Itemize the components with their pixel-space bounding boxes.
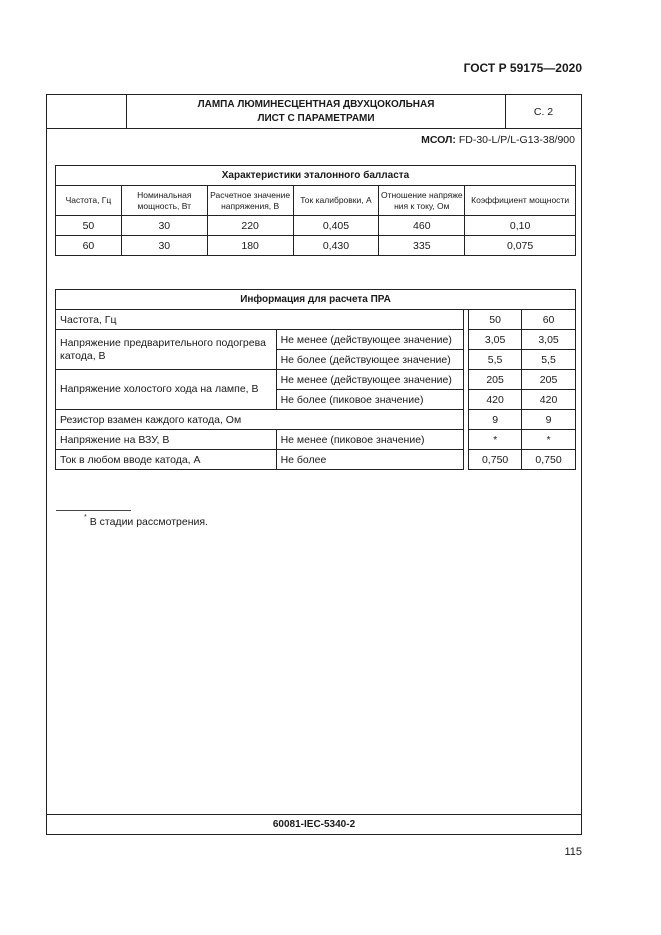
table-cell: 0,10 bbox=[465, 216, 576, 236]
table-cell: * bbox=[522, 430, 576, 450]
column-header: Коэффициент мощности bbox=[465, 186, 576, 216]
table-cell: 9 bbox=[469, 410, 522, 430]
table-cell: 5,5 bbox=[469, 350, 522, 370]
sheet-title-line2: ЛИСТ С ПАРАМЕТРАМИ bbox=[257, 113, 375, 124]
table-row bbox=[56, 330, 576, 350]
table-cell: 205 bbox=[469, 370, 522, 390]
row-sublabel: Не менее (действующее значение) bbox=[276, 370, 464, 390]
sheet-page-number: С. 2 bbox=[505, 95, 581, 129]
table-cell: 420 bbox=[469, 390, 522, 410]
table-row bbox=[56, 430, 576, 450]
table-cell: 420 bbox=[522, 390, 576, 410]
table-cell: 335 bbox=[379, 236, 465, 256]
row-label: Напряжение предварительного подогрева катода, В bbox=[56, 330, 277, 370]
row-sublabel: Не менее (действующее значение) bbox=[276, 330, 464, 350]
table-cell: 0,750 bbox=[469, 450, 522, 470]
footnote-divider bbox=[56, 510, 131, 511]
sheet-footer-code: 60081-IEC-5340-2 bbox=[47, 814, 581, 834]
footnote-mark: * bbox=[84, 514, 87, 521]
table-cell: 180 bbox=[207, 236, 293, 256]
table-cell: 460 bbox=[379, 216, 465, 236]
table-cell: 50 bbox=[56, 216, 122, 236]
table-cell: 30 bbox=[121, 236, 207, 256]
parameter-sheet-frame bbox=[46, 94, 582, 835]
table-row bbox=[56, 236, 576, 256]
table-cell: 60 bbox=[56, 236, 122, 256]
pra-table-caption: Информация для расчета ПРА bbox=[56, 290, 576, 310]
column-header: Расчетное значение напряжения, В bbox=[207, 186, 293, 216]
table-row bbox=[56, 370, 576, 390]
table-cell: 0,075 bbox=[465, 236, 576, 256]
column-header: Ток калибровки, А bbox=[293, 186, 379, 216]
sheet-title bbox=[127, 95, 505, 129]
table-cell: 3,05 bbox=[469, 330, 522, 350]
table-cell: 60 bbox=[522, 310, 576, 330]
row-sublabel: Не менее (пиковое значение) bbox=[276, 430, 464, 450]
table-row bbox=[56, 410, 576, 430]
row-label: Резистор взамен каждого катода, Ом bbox=[56, 410, 464, 430]
footnote bbox=[84, 516, 208, 528]
row-sublabel: Не более (действующее значение) bbox=[276, 350, 464, 370]
row-label: Частота, Гц bbox=[56, 310, 464, 330]
table-cell: * bbox=[469, 430, 522, 450]
page-number: 115 bbox=[564, 846, 582, 858]
sheet-header bbox=[47, 95, 581, 129]
row-sublabel: Не более bbox=[276, 450, 464, 470]
table-cell: 9 bbox=[522, 410, 576, 430]
table-cell: 0,750 bbox=[522, 450, 576, 470]
mcol-designation bbox=[421, 134, 575, 146]
row-label: Ток в любом вводе катода, А bbox=[56, 450, 277, 470]
footnote-text: В стадии рассмотрения. bbox=[89, 516, 208, 528]
ballast-table-header-row bbox=[56, 186, 576, 216]
table-cell: 30 bbox=[121, 216, 207, 236]
table-cell: 220 bbox=[207, 216, 293, 236]
table-row bbox=[56, 450, 576, 470]
header-blank-cell bbox=[47, 95, 127, 129]
table-cell: 5,5 bbox=[522, 350, 576, 370]
column-header: Номинальная мощность, Вт bbox=[121, 186, 207, 216]
table-row bbox=[56, 216, 576, 236]
table-cell: 0,405 bbox=[293, 216, 379, 236]
reference-ballast-table bbox=[55, 165, 576, 256]
row-sublabel: Не более (пиковое значение) bbox=[276, 390, 464, 410]
ballast-table-caption: Характеристики эталонного балласта bbox=[56, 166, 576, 186]
table-cell: 50 bbox=[469, 310, 522, 330]
table-cell: 0,430 bbox=[293, 236, 379, 256]
pra-calculation-table bbox=[55, 289, 576, 470]
table-row bbox=[56, 310, 576, 330]
column-header: Частота, Гц bbox=[56, 186, 122, 216]
column-header: Отношение напряже ния к току, Ом bbox=[379, 186, 465, 216]
table-cell: 3,05 bbox=[522, 330, 576, 350]
row-label: Напряжение на ВЗУ, В bbox=[56, 430, 277, 450]
row-label: Напряжение холостого хода на лампе, В bbox=[56, 370, 277, 410]
mcol-value: FD-30-L/P/L-G13-38/900 bbox=[458, 134, 575, 146]
sheet-title-line1: ЛАМПА ЛЮМИНЕСЦЕНТНАЯ ДВУХЦОКОЛЬНАЯ bbox=[197, 99, 435, 110]
standard-code: ГОСТ Р 59175—2020 bbox=[463, 61, 582, 75]
table-cell: 205 bbox=[522, 370, 576, 390]
mcol-label: МСОЛ: bbox=[421, 134, 456, 146]
